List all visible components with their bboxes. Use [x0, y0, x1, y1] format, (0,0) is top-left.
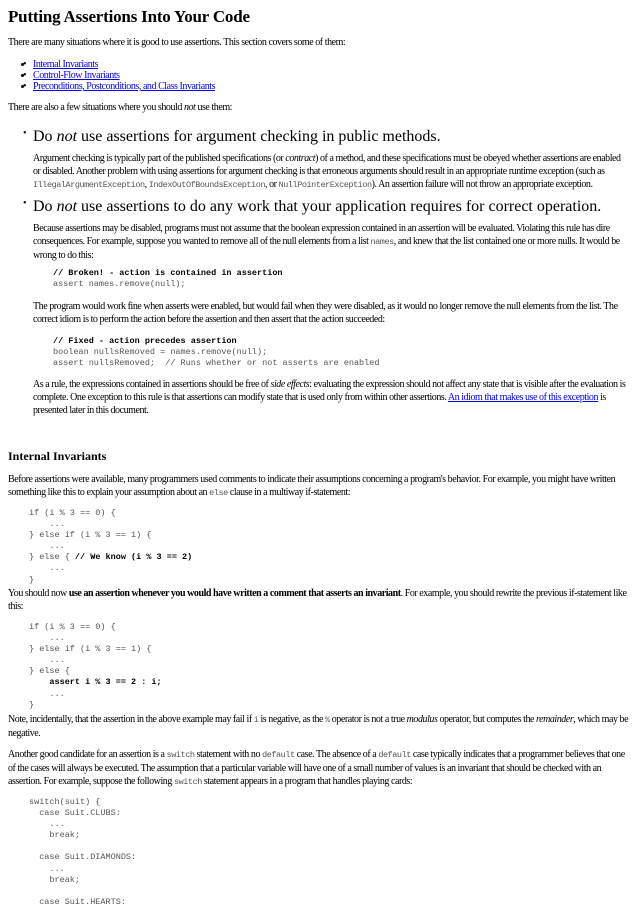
- switch-statement-paragraph: Another good candidate for an assertion is a switch statement with no default case. The absence of a default case typically indicates that a programmer believes that one of the cases will always be executed. The assumption that a particular variable will have one of a small number of values is an invariant that should be checked with an assertion. For example, suppose the following switch statement appears in a program that handles playing cards:: [8, 749, 625, 787]
- code-comment-invariant: if (i % 3 == 0) { ... } else if (i % 3 == 1) { ... } else { // We know (i % 3 == 2) ... }: [29, 508, 193, 585]
- bullet-argument-checking: • Do not use assertions for argument checking in public methods.: [33, 128, 441, 146]
- section-heading-internal-invariants: Internal Invariants: [8, 449, 107, 463]
- bullet-required-work: • Do not use assertions to do any work that your application requires for correct operation.: [33, 198, 601, 216]
- intro-paragraph: There are many situations where it is good to use assertions. This section covers some of them:: [8, 37, 346, 48]
- assertions-disabled-paragraph: Because assertions may be disabled, programs must not assume that the boolean expression contained in an assertion will be evaluated. Violating this rule has dire consequences. For example, suppose you wanted to remove all of the null elements from a list names, and knew that the list contained one or more nulls. It would be wrong to do this:: [33, 223, 620, 261]
- code-switch-example: switch(suit) { case Suit.CLUBS: ... break; case Suit.DIAMONDS: ... break; case Suit.HEARTS:: [29, 797, 137, 907]
- code-broken-example: // Broken! - action is contained in assertion assert names.remove(null);: [53, 268, 283, 290]
- toc-link-internal-invariants[interactable]: Internal Invariants: [33, 59, 99, 70]
- before-assertions-paragraph: Before assertions were available, many programmers used comments to indicate their assumptions concerning a program's behavior. For example, you might have written something like this to explain your assumption about an else clause in a multiway if-statement:: [8, 474, 616, 498]
- idiom-exception-link[interactable]: An idiom that makes use of this exception: [447, 392, 599, 403]
- argument-checking-paragraph: Argument checking is typically part of the published specifications (or contract) of a method, and these specifications must be obeyed whether assertions are enabled or disabled. Another problem with using assertions for argument checking is that erroneous arguments should result in an appropriate runtime exception (such as IllegalArgumentException, IndexOutOfBoundsException, or NullPointerException). An assertion failure will not throw an appropriate exception.: [33, 153, 621, 190]
- modulus-note-paragraph: Note, incidentally, that the assertion in the above example may fail if i is negative, as the % operator is not a true modulus operator, but computes the remainder, which may be negative.: [8, 714, 629, 739]
- code-comment: // Fixed - action precedes assertion: [53, 336, 237, 346]
- toc-link-preconditions[interactable]: Preconditions, Postconditions, and Class Invariants: [33, 81, 216, 92]
- code-comment: // Broken! - action is contained in assertion: [53, 268, 283, 278]
- code-fixed-example: // Fixed - action precedes assertion boolean nullsRemoved = names.remove(null); assert nullsRemoved; // Runs whether or not asserts are enabled: [53, 336, 380, 369]
- code-assert-invariant: if (i % 3 == 0) { ... } else if (i % 3 == 1) { ... } else { assert i % 3 == 2 : i; ... }: [29, 622, 162, 710]
- not-intro-paragraph: There are also a few situations where you should not use them:: [8, 102, 232, 113]
- use-assertion-paragraph: You should now use an assertion whenever you would have written a comment that asserts an invariant. For example, you should rewrite the previous if-statement like this:: [8, 588, 627, 612]
- side-effects-paragraph: As a rule, the expressions contained in assertions should be free of side effects: evaluating the expression should not affect any state that is visible after the evaluation is complete. One exception to this rule is that assertions can modify state that is used only from within other assertions. An idiom that makes use of this exception is presented later in this document.: [33, 379, 626, 416]
- program-fail-paragraph: The program would work fine when asserts were enabled, but would fail when they were disabled, as it would no longer remove the null elements from the list. The correct idiom is to perform the action before the assertion and then assert that the action succeeded:: [33, 301, 618, 325]
- toc-item: [33, 80, 215, 93]
- page-title: Putting Assertions Into Your Code: [8, 7, 250, 26]
- toc-link-control-flow-invariants[interactable]: Control-Flow Invariants: [33, 70, 120, 81]
